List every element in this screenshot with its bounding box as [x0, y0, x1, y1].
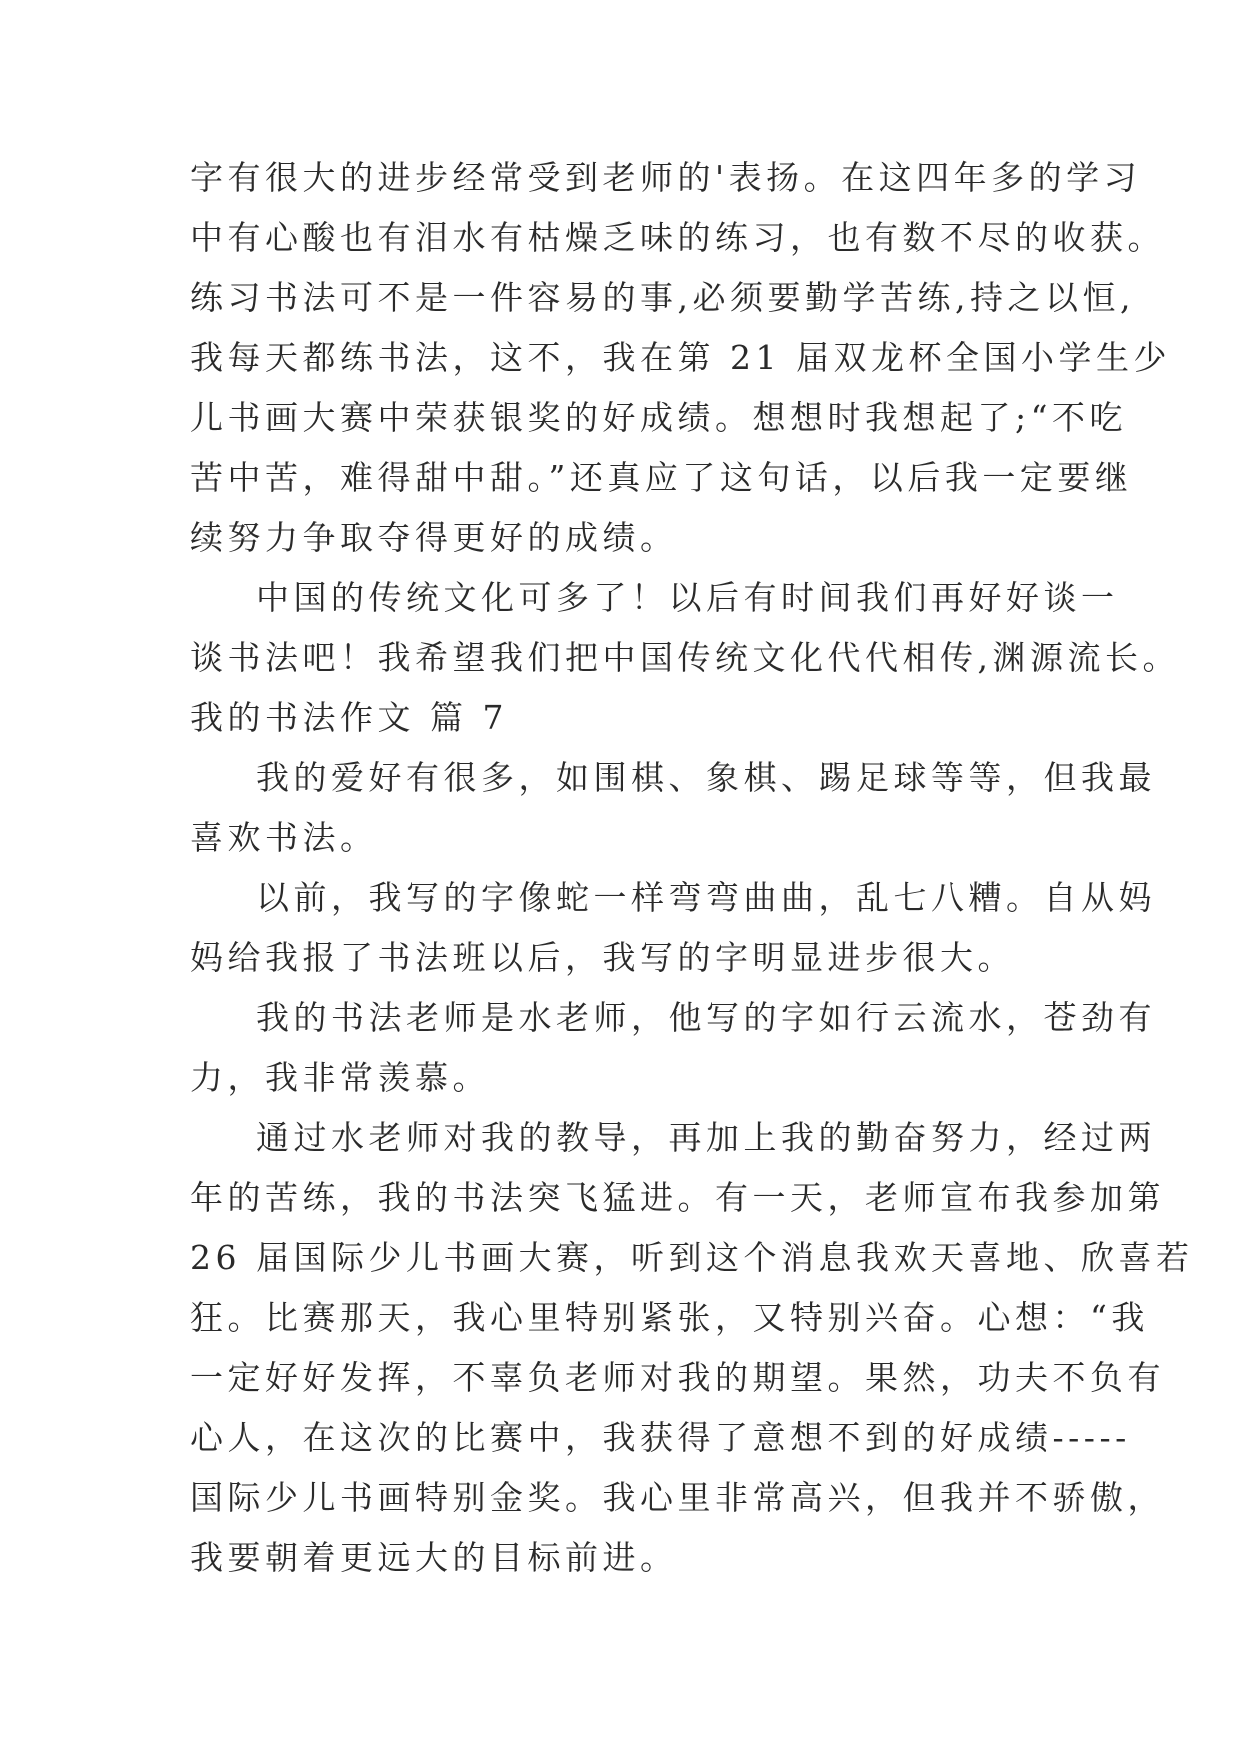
paragraph-start-line: 中国的传统文化可多了！以后有时间我们再好好谈一: [256, 578, 1119, 617]
text-line: 续努力争取夺得更好的成绩。: [190, 518, 678, 557]
text-line: 心人，在这次的比赛中，我获得了意想不到的好成绩-----: [190, 1418, 1131, 1457]
essay-body: [190, 148, 1194, 1588]
text-line: 狂。比赛那天，我心里特别紧张，又特别兴奋。心想：“我: [190, 1298, 1149, 1337]
text-line: 力，我非常羡慕。: [190, 1058, 490, 1097]
text-line: 谈书法吧！我希望我们把中国传统文化代代相传,渊源流长。: [190, 638, 1180, 677]
paragraph-start-line: 我的书法老师是水老师，他写的字如行云流水，苍劲有: [256, 998, 1156, 1037]
text-line: 26 届国际少儿书画大赛，听到这个消息我欢天喜地、欣喜若: [190, 1238, 1194, 1277]
text-line: 字有很大的进步经常受到老师的'表扬。在这四年多的学习: [190, 158, 1142, 197]
paragraph-start-line: 以前，我写的字像蛇一样弯弯曲曲，乱七八糟。自从妈: [256, 878, 1156, 917]
text-line: 国际少儿书画特别金奖。我心里非常高兴，但我并不骄傲，: [190, 1478, 1165, 1517]
text-line: 中有心酸也有泪水有枯燥乏味的练习，也有数不尽的收获。: [190, 218, 1165, 257]
text-line: 苦中苦，难得甜中甜。”还真应了这句话，以后我一定要继: [190, 458, 1133, 497]
text-line: 我要朝着更远大的目标前进。: [190, 1538, 678, 1577]
paragraph-start-line: 通过水老师对我的教导，再加上我的勤奋努力，经过两: [256, 1118, 1156, 1157]
text-line: 一定好好发挥，不辜负老师对我的期望。果然，功夫不负有: [190, 1358, 1165, 1397]
paragraph-start-line: 我的爱好有很多，如围棋、象棋、踢足球等等，但我最: [256, 758, 1156, 797]
section-heading: 我的书法作文 篇 7: [190, 698, 508, 737]
text-line: 儿书画大赛中荣获银奖的好成绩。想想时我想起了;“不吃: [190, 398, 1127, 437]
text-line: 喜欢书法。: [190, 818, 378, 857]
text-line: 练习书法可不是一件容易的事,必须要勤学苦练,持之以恒,: [190, 278, 1135, 317]
text-line: 妈给我报了书法班以后，我写的字明显进步很大。: [190, 938, 1015, 977]
text-line: 我每天都练书法，这不，我在第 21 届双龙杯全国小学生少: [190, 338, 1171, 377]
text-line: 年的苦练，我的书法突飞猛进。有一天，老师宣布我参加第: [190, 1178, 1165, 1217]
